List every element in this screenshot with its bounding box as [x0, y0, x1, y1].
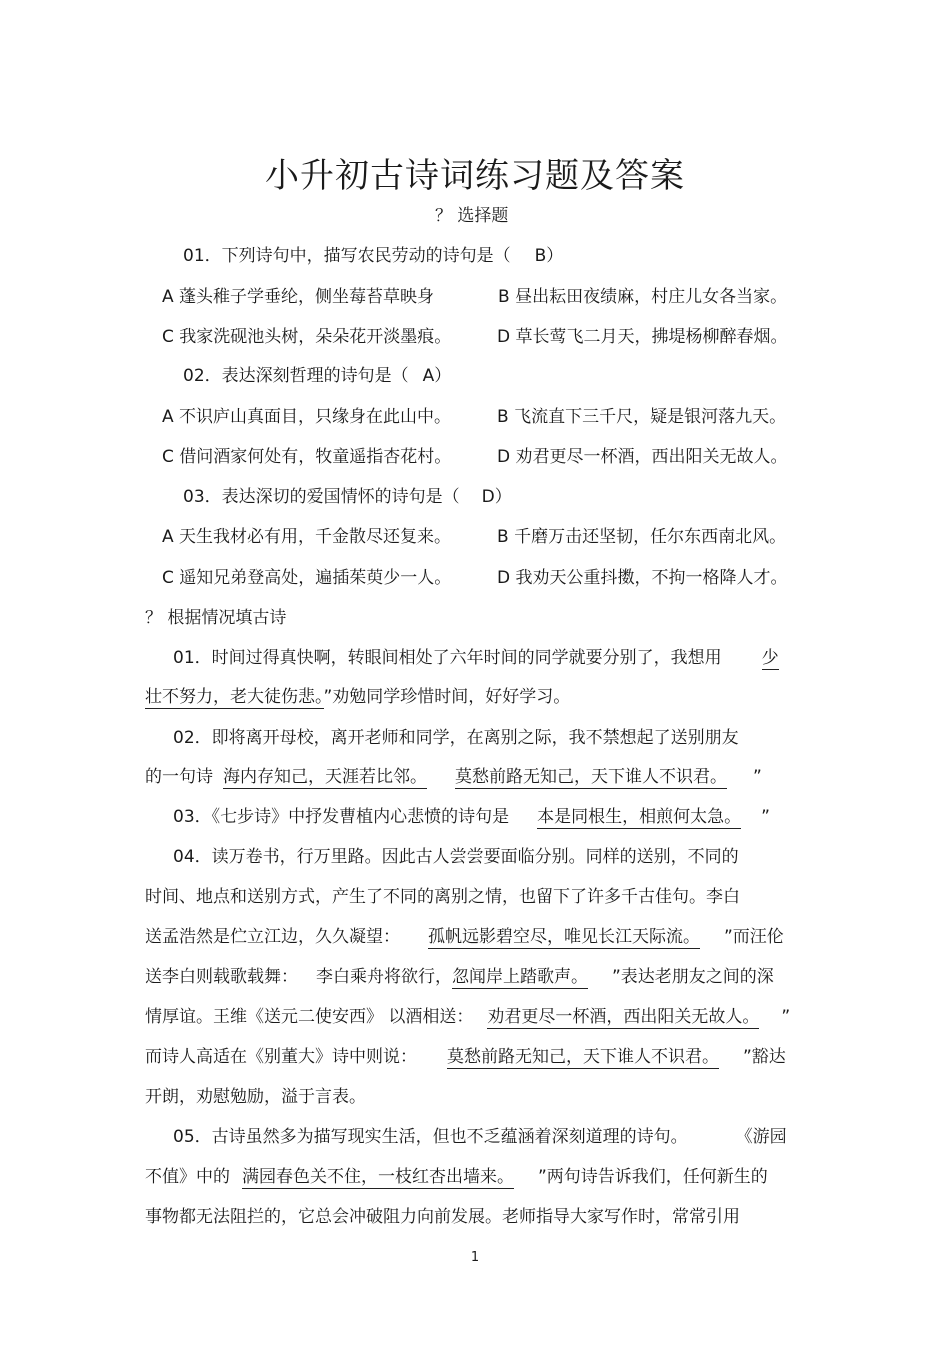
fill-4-text-4a: 送李白则载歌载舞：	[145, 967, 298, 987]
fill-2-answer-2: 莫愁前路无知己，天下谁人不识君。	[455, 767, 727, 787]
option-1d: D 草长莺飞二月天，拂堤杨柳醉春烟。	[497, 327, 788, 347]
option-2b: B 飞流直下三千尺，疑是银河落九天。	[497, 407, 787, 427]
question-3-stem: 03．表达深切的爱国情怀的诗句是（	[183, 487, 460, 507]
option-1c: C 我家洗砚池头树，朵朵花开淡墨痕。	[162, 327, 452, 347]
fill-5-answer: 满园春色关不住，一枝红杏出墙来。	[242, 1167, 514, 1187]
fill-5-line-2	[145, 1165, 768, 1189]
fill-4-line-6	[145, 1045, 786, 1069]
question-1-stem: 01．下列诗句中，描写农民劳动的诗句是（	[183, 246, 511, 266]
fill-4-answer-1: 孤帆远影碧空尽，唯见长江天际流。	[428, 927, 700, 947]
fill-4-text-3a: 送孟浩然是伫立江边，久久凝望：	[145, 927, 400, 947]
fill-5-text-2b: ”两句诗告诉我们，任何新生的	[538, 1167, 768, 1187]
page-number: 1	[470, 1250, 480, 1265]
fill-1-line-1	[173, 646, 779, 670]
question-2-answer: A）	[422, 366, 452, 386]
fill-4-line-4	[145, 965, 774, 989]
fill-1-text: 01．时间过得真快啊，转眼间相处了六年时间的同学就要分别了，我想用	[173, 648, 722, 668]
fill-2-answer-1: 海内存知己，天涯若比邻。	[223, 767, 427, 787]
fill-5-line-3: 事物都无法阻拦的，它总会冲破阻力向前发展。老师指导大家写作时，常常引用	[145, 1207, 740, 1227]
option-3c: C 遥知兄弟登高处，遍插茱萸少一人。	[162, 568, 452, 588]
fill-3-end: ”	[761, 807, 770, 827]
fill-4-line-3	[145, 925, 784, 949]
question-3-answer: D）	[481, 487, 512, 507]
option-3b: B 千磨万击还坚韧，任尔东西南北风。	[497, 527, 787, 547]
fill-4-line-5	[145, 1005, 790, 1029]
fill-4-text-6a: 而诗人高适在《别董大》诗中则说：	[145, 1047, 417, 1067]
fill-4-line-1: 04．读万卷书，行万里路。因此古人尝尝要面临分别。同样的送别，不同的	[173, 847, 739, 867]
fill-5-text-1b: 《游园	[735, 1127, 787, 1147]
fill-4-text-5b: ”	[781, 1007, 791, 1027]
option-1b: B 昼出耘田夜绩麻，村庄儿女各当家。	[498, 287, 788, 307]
option-1a: A 蓬头稚子学垂纶，侧坐莓苔草映身	[162, 287, 435, 307]
option-2d: D 劝君更尽一杯酒，西出阳关无故人。	[497, 447, 788, 467]
fill-3-text: 03．《七步诗》中抒发曹植内心悲愤的诗句是	[173, 807, 510, 827]
question-2	[183, 364, 451, 388]
fill-5-text-2a: 不值》中的	[145, 1167, 230, 1187]
fill-4-text-4mid: 李白乘舟将欲行，	[316, 967, 452, 987]
fill-1-answer-part-2: 壮不努力，老大徒伤悲。	[145, 687, 324, 707]
option-2c: C 借问酒家何处有，牧童遥指杏花村。	[162, 447, 452, 467]
fill-4-line-2: 时间、地点和送别方式，产生了不同的离别之情，也留下了许多千古佳句。李白	[145, 887, 740, 907]
option-3a: A 天生我材必有用，千金散尽还复来。	[162, 527, 452, 547]
fill-1-answer-part-1: 少	[761, 648, 779, 668]
question-3	[183, 485, 512, 509]
fill-4-line-7: 开朗，劝慰勉励，溢于言表。	[145, 1087, 366, 1107]
fill-3-line	[173, 805, 770, 829]
fill-2-line-2	[145, 765, 762, 789]
fill-4-text-5a: 情厚谊。王维《送元二使安西》 以酒相送：	[145, 1007, 474, 1027]
fill-3-answer: 本是同根生，相煎何太急。	[537, 807, 742, 827]
fill-4-answer-3: 劝君更尽一杯酒，西出阳关无故人。	[487, 1007, 760, 1027]
fill-4-answer-4: 莫愁前路无知己，天下谁人不识君。	[447, 1047, 719, 1067]
option-3d: D 我劝天公重抖擞，不拘一格降人才。	[497, 568, 788, 588]
fill-1-tail: ”劝勉同学珍惜时间，好好学习。	[323, 687, 571, 707]
fill-4-text-4b: ”表达老朋友之间的深	[612, 967, 774, 987]
question-2-stem: 02．表达深刻哲理的诗句是（	[183, 366, 409, 386]
option-2a: A 不识庐山真面目，只缘身在此山中。	[162, 407, 452, 427]
fill-2-line-1: 02．即将离开母校，离开老师和同学，在离别之际，我不禁想起了送别朋友	[173, 728, 739, 748]
fill-1-line-2	[145, 685, 570, 709]
question-1	[183, 244, 563, 268]
question-1-answer: B）	[534, 246, 564, 266]
fill-2-lead: 的一句诗	[145, 767, 213, 787]
fill-4-text-3b: ”而汪伦	[724, 927, 784, 947]
document-title: 小升初古诗词练习题及答案	[265, 156, 685, 196]
fill-5-text-1: 05．古诗虽然多为描写现实生活，但也不乏蕴涵着深刻道理的诗句。	[173, 1127, 688, 1147]
section-heading-choice: ？ 选择题	[435, 206, 509, 226]
fill-4-text-6b: ”豁达	[743, 1047, 786, 1067]
section-heading-fill: ？ 根据情况填古诗	[145, 608, 287, 628]
fill-4-answer-2: 忽闻岸上踏歌声。	[452, 967, 588, 987]
fill-5-line-1	[173, 1125, 787, 1149]
fill-2-end: ”	[753, 767, 762, 787]
